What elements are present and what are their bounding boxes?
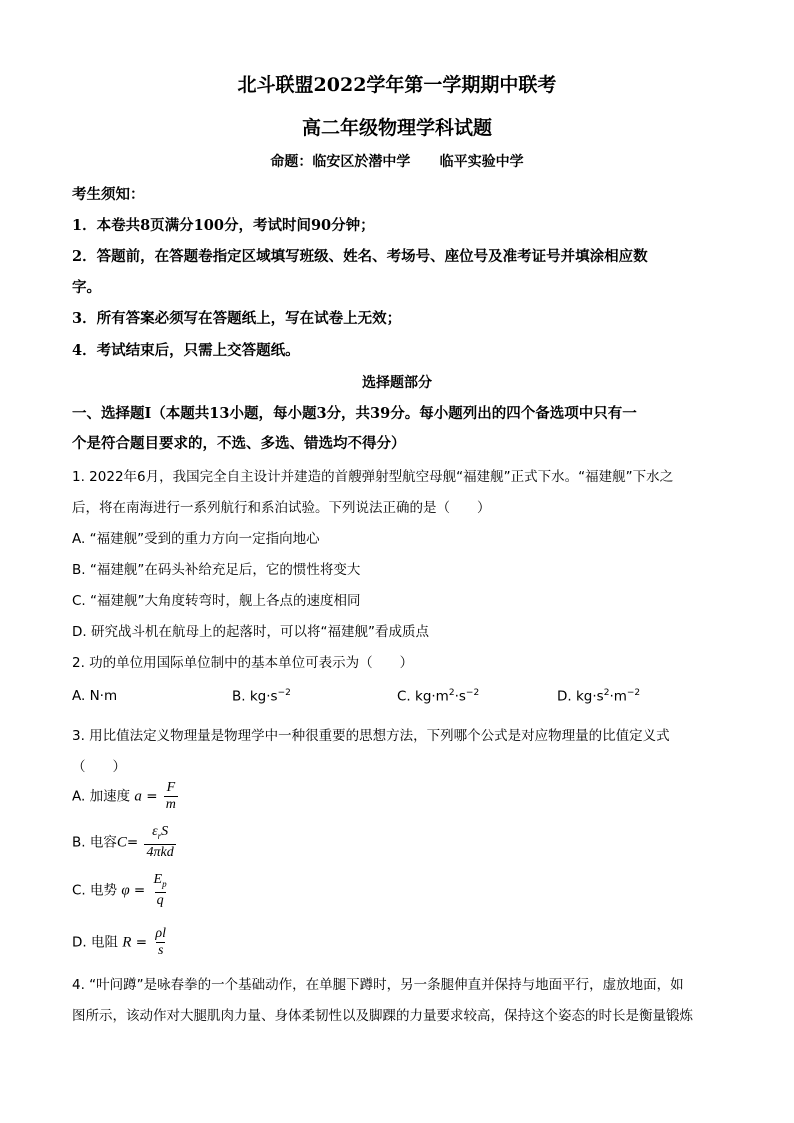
q2-option-b-exp: −2 xyxy=(277,688,291,698)
notice-heading: 考生须知： xyxy=(72,186,145,203)
q3-option-c-label: C. 电势 xyxy=(72,882,118,899)
section-title: 选择题部分 xyxy=(362,375,432,391)
q3-option-c-lhs: φ xyxy=(121,882,130,899)
exam-title: 北斗联盟2022学年第一学期期中联考 xyxy=(237,74,557,96)
notice-item-2: 2．答题前，在答题卷指定区域填写班级、姓名、考场号、座位号及准考证号并填涂相应数 xyxy=(72,248,648,265)
exam-subtitle: 高二年级物理学科试题 xyxy=(301,117,492,139)
notice-item-3: 3．所有答案必须写在答题纸上，写在试卷上无效； xyxy=(72,310,402,327)
q3-option-b-epsilon-sub: r xyxy=(157,830,162,841)
q3-option-d xyxy=(72,926,168,959)
q2-option-d-mid: ·m xyxy=(609,688,627,705)
q3-stem-line-1: 3. 用比值法定义物理量是物理学中一种很重要的思想方法，下列哪个公式是对应物理量的比值定义式 xyxy=(72,728,670,744)
section-heading-line-1: 一、选择题Ⅰ（本题共13小题，每小题3分，共39分。每小题列出的四个备选项中只有一 xyxy=(72,405,637,422)
q3-stem-line-2: （ ） xyxy=(72,759,126,775)
q2-option-c xyxy=(397,688,479,705)
q3-option-c-eq: = xyxy=(133,882,146,899)
q3-option-b xyxy=(72,824,176,861)
q3-option-b-epsilon: ε xyxy=(152,824,158,839)
q3-option-c-fraction xyxy=(152,872,169,909)
q2-option-c-base: C. kg·m xyxy=(397,688,449,705)
q2-option-d-exp-2: −2 xyxy=(626,688,641,698)
q3-option-c xyxy=(72,872,169,909)
q3-option-d-numerator: ρl xyxy=(155,926,166,941)
q4-stem-line-1: 4. “叶问蹲”是咏春拳的一个基础动作，在单腿下蹲时，另一条腿伸直并保持与地面平行，虚放地面，如 xyxy=(72,977,684,993)
q3-option-a-fraction xyxy=(164,780,178,813)
q3-option-d-eq: = xyxy=(135,934,148,951)
q3-option-b-lhs: C xyxy=(116,834,127,851)
notice-item-1: 1．本卷共8页满分100分，考试时间90分钟； xyxy=(72,217,375,234)
q2-option-c-exp-2: −2 xyxy=(465,688,480,698)
q1-option-b: B. “福建舰”在码头补给充足后，它的惯性将变大 xyxy=(72,562,361,578)
q2-option-d-exp-1: 2 xyxy=(603,688,610,698)
q1-option-a: A. “福建舰”受到的重力方向一定指向地心 xyxy=(72,531,320,547)
exam-authors: 命题：临安区於潜中学 临平实验中学 xyxy=(270,154,524,170)
q1-stem-line-1: 1. 2022年6月，我国完全自主设计并建造的首艘弹射型航空母舰“福建舰”正式下水。“福建舰”下水之 xyxy=(72,469,674,485)
q1-option-d: D. 研究战斗机在航母上的起落时，可以将“福建舰”看成质点 xyxy=(72,624,429,640)
q3-option-b-area: S xyxy=(161,824,169,839)
q2-option-c-mid: ·s xyxy=(454,688,466,705)
q3-option-a-denominator: m xyxy=(165,797,176,812)
section-heading-line-2: 个是符合题目要求的，不选、多选、错选均不得分） xyxy=(72,435,406,452)
q3-option-d-label: D. 电阻 xyxy=(72,934,118,951)
q2-option-c-exp-1: 2 xyxy=(448,688,455,698)
q4-stem-line-2: 图所示，该动作对大腿肌肉力量、身体柔韧性以及脚踝的力量要求较高，保持这个姿态的时长是衡量锻炼 xyxy=(72,1008,693,1024)
q3-option-a xyxy=(72,780,178,813)
q2-option-b xyxy=(232,688,291,705)
q1-stem-line-2: 后，将在南海进行一系列航行和系泊试验。下列说法正确的是（ ） xyxy=(72,500,491,516)
notice-item-4: 4．考试结束后，只需上交答题纸。 xyxy=(72,342,300,359)
q3-option-b-fraction xyxy=(144,824,175,861)
q3-option-b-denominator: 4πkd xyxy=(146,844,174,860)
notice-item-2-cont: 字。 xyxy=(72,279,101,296)
q3-option-d-fraction xyxy=(153,926,168,959)
q3-option-d-denominator: s xyxy=(157,943,164,958)
q3-option-a-numerator: F xyxy=(166,780,176,795)
q3-option-a-lhs: a xyxy=(134,788,142,805)
q3-option-b-label: B. 电容 xyxy=(72,834,117,851)
q3-option-c-energy-sub: p xyxy=(162,878,167,889)
q3-option-b-eq: = xyxy=(126,834,139,851)
q2-option-d-base: D. kg·s xyxy=(557,688,604,705)
q3-option-a-eq: = xyxy=(146,788,158,805)
q2-option-d xyxy=(557,688,640,705)
q3-option-d-lhs: R xyxy=(122,934,132,951)
q2-option-a: A. N·m xyxy=(72,688,118,704)
q3-option-c-denominator: q xyxy=(156,892,164,908)
q3-option-c-numerator xyxy=(152,872,169,892)
q3-option-c-energy: E xyxy=(153,872,163,887)
q3-option-a-label: A. 加速度 xyxy=(72,788,131,805)
q2-option-b-base: B. kg·s xyxy=(232,688,278,705)
q3-option-b-numerator xyxy=(150,824,170,844)
q1-option-c: C. “福建舰”大角度转弯时，舰上各点的速度相同 xyxy=(72,593,361,609)
q2-stem: 2. 功的单位用国际单位制中的基本单位可表示为（ ） xyxy=(72,655,414,671)
